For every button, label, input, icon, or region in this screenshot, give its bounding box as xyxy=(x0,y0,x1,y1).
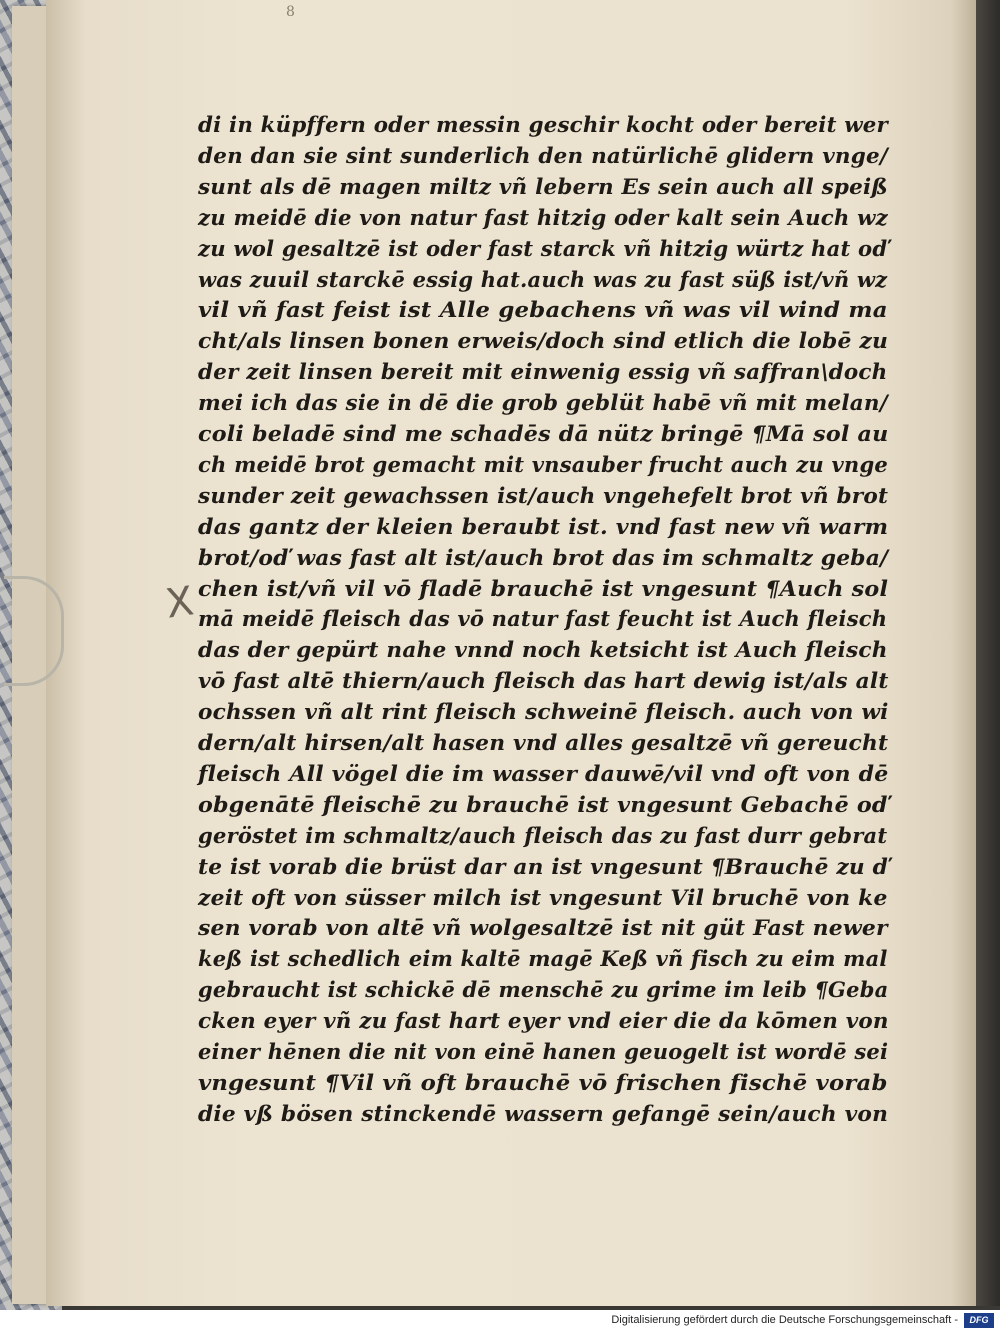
text-line: das gantz der kleien beraubt ist. vnd fast new vñ warm xyxy=(198,513,889,539)
text-line: was zuuil starckē essig hat.auch was zu fast süß ist/vñ wz xyxy=(198,266,888,292)
text-line: sunder zeit gewachssen ist/auch vngehefelt brot vñ brot xyxy=(198,482,889,508)
text-line: vil vñ fast feist ist Alle gebachens vñ was vil wind ma xyxy=(198,297,888,323)
text-line: keß ist schedlich eim kaltē magē Keß vñ fisch zu eim mal xyxy=(198,946,888,972)
text-line: der zeit linsen bereit mit einwenig essig vñ saffran\doch xyxy=(198,359,888,385)
dfg-logo: DFG xyxy=(964,1313,994,1328)
text-line: vō fast altē thiern/auch fleisch das hart dewig ist/als alt xyxy=(198,668,889,694)
text-line: die vß bösen stinckendē wassern gefangē sein/auch von xyxy=(198,1100,889,1126)
text-line: das der gepürt nahe vnnd noch ketsicht ist Auch fleisch xyxy=(198,637,888,663)
text-line: geröstet im schmaltz/auch fleisch das zu fast durr gebrat xyxy=(198,822,888,848)
text-line: zeit oft von süsser milch ist vngesunt Vil bruchē von ke xyxy=(198,884,888,910)
text-line: di in küpffern oder messin geschir kocht oder bereit wer xyxy=(198,112,888,137)
page-clip-mark xyxy=(4,576,64,686)
text-line: cht/als linsen bonen erweis/doch sind etlich die lobē zu xyxy=(198,328,889,354)
margin-note: X xyxy=(162,578,197,628)
funding-notice: Digitalisierung gefördert durch die Deutsche Forschungsgemeinschaft - xyxy=(611,1314,958,1326)
text-line: ch meidē brot gemacht mit vnsauber frucht auch zu vnge xyxy=(198,451,889,477)
text-line: mā meidē fleisch das vō natur fast feucht ist Auch fleisch xyxy=(198,606,888,632)
text-line: mei ich das sie in dē die grob geblüt habē vñ mit melan/ xyxy=(198,390,888,416)
binding-edge xyxy=(976,0,1000,1306)
text-line: coli beladē sind me schadēs dā nütz bringē ¶Mā sol au xyxy=(198,421,889,446)
text-line: zu wol gesaltzē ist oder fast starck vñ hitzig würtz hat oď xyxy=(198,235,888,261)
text-line: fleisch All vögel die im wasser dauwē/vil vnd oft von dē xyxy=(198,760,889,786)
text-line: den dan sie sint sunderlich den natürlichē glidern vnge/ xyxy=(198,142,888,168)
footer-bar xyxy=(0,1310,1000,1332)
text-line: obgenātē fleischē zu brauchē ist vngesunt Gebachē oď xyxy=(198,791,888,817)
text-line: cken eyer vñ zu fast hart eyer vnd eier die da kōmen von xyxy=(198,1008,889,1034)
text-line: chen ist/vñ vil vō fladē brauchē ist vngesunt ¶Auch sol xyxy=(198,575,889,601)
text-line: brot/oď was fast alt ist/auch brot das im schmaltz geba/ xyxy=(198,544,889,570)
text-line: ochssen vñ alt rint fleisch schweinē fleisch. auch von wi xyxy=(198,699,889,725)
text-line: sunt als dē magen miltz vñ lebern Es sein auch all speiß xyxy=(198,173,888,199)
text-line: gebraucht ist schickē dē menschē zu grime im leib ¶Geba xyxy=(198,977,889,1003)
text-block xyxy=(198,112,903,1132)
text-line: einer hēnen die nit von einē hanen geuogelt ist wordē sei xyxy=(198,1039,889,1064)
text-line: te ist vorab die brüst dar an ist vngesunt ¶Brauchē zu ď xyxy=(198,853,888,879)
folio-mark: 8 xyxy=(286,4,295,20)
text-line: dern/alt hirsen/alt hasen vnd alles gesaltzē vñ gereucht xyxy=(198,730,889,755)
text-line: sen vorab von altē vñ wolgesaltzē ist nit güt Fast newer xyxy=(198,915,888,941)
text-line: zu meidē die von natur fast hitzig oder kalt sein Auch wz xyxy=(198,204,888,230)
text-line: vngesunt ¶Vil vñ oft brauchē vō frischen fischē vorab xyxy=(198,1069,888,1095)
